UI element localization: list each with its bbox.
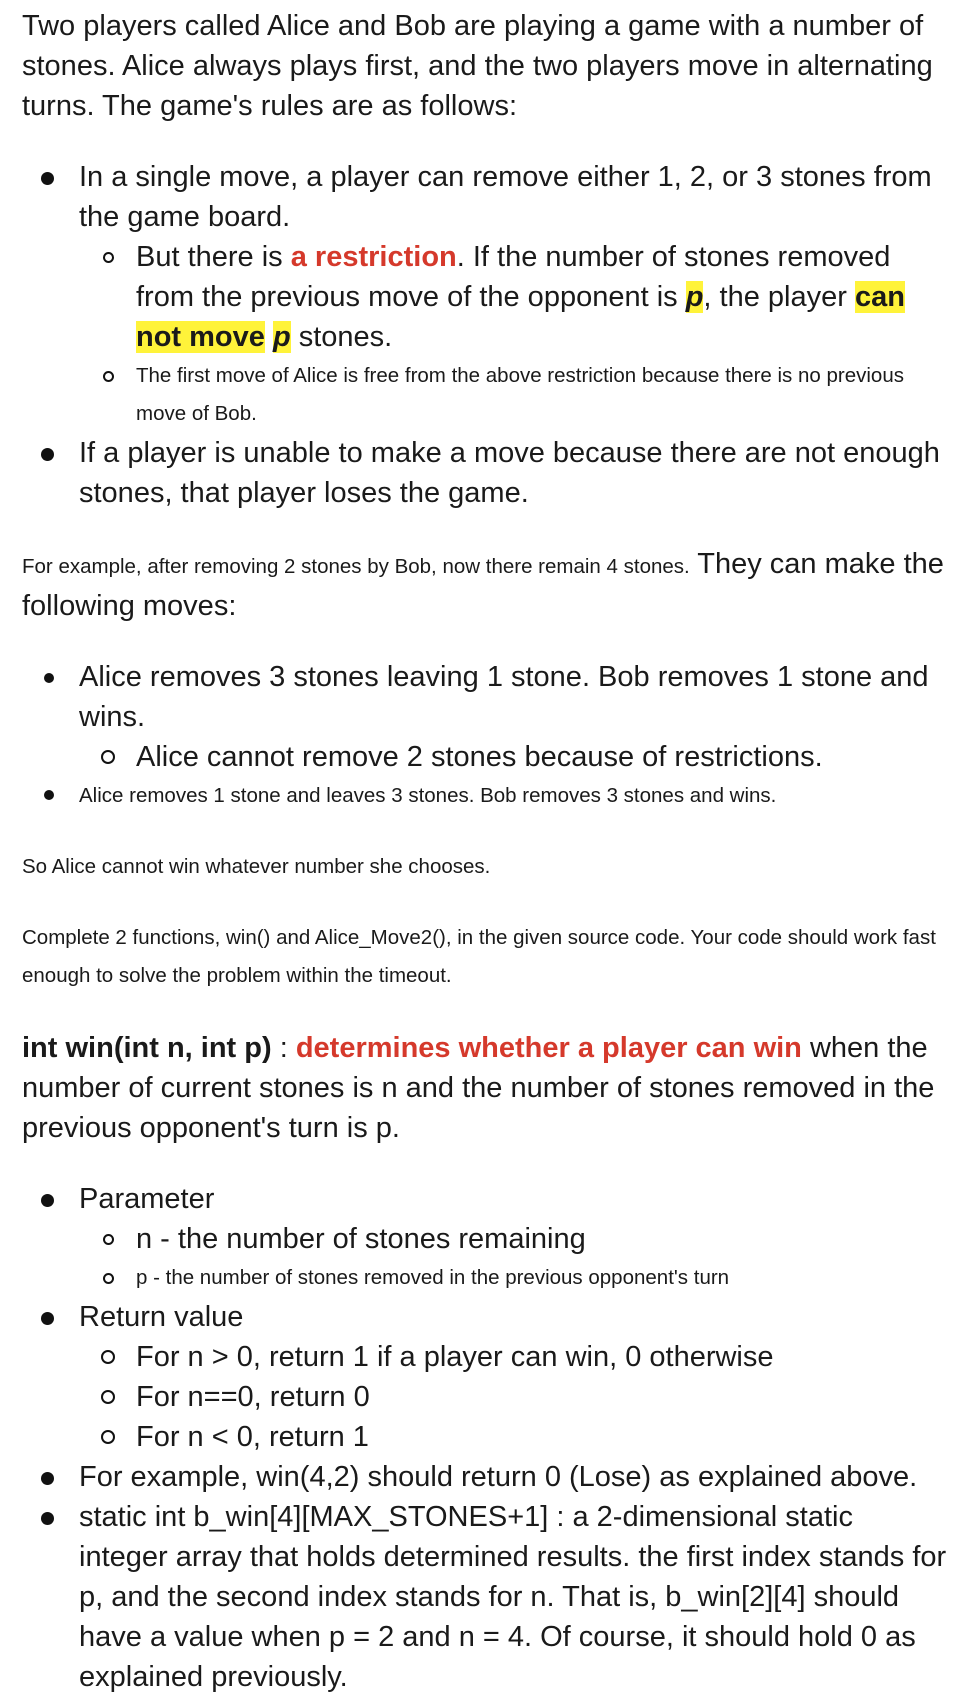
param-n: n - the number of stones remaining [22, 1219, 948, 1259]
return-3: For n < 0, return 1 [22, 1417, 948, 1457]
p-highlight: p [685, 281, 704, 313]
win-summary-highlight: determines whether a player can win [295, 1032, 802, 1064]
move-2: Alice removes 1 stone and leaves 3 stones. Bob removes 3 stones and wins. [22, 777, 948, 815]
example-intro: For example, after removing 2 stones by Bob, now there remain 4 stones. They can make the following moves: [22, 548, 944, 622]
param-p: p - the number of stones removed in the previous opponent's turn [22, 1259, 948, 1297]
win-example: For example, win(4,2) should return 0 (Lose) as explained above. [22, 1457, 948, 1497]
task-description: Complete 2 functions, win() and Alice_Move2(), in the given source code. Your code should work fast enough to solve the problem within the timeout. [22, 926, 936, 987]
return-2: For n==0, return 0 [22, 1377, 948, 1417]
win-signature: int win(int n, int p) [22, 1032, 272, 1064]
rule-1: In a single move, a player can remove either 1, 2, or 3 stones from the game board. [22, 157, 948, 237]
can-not-move-highlight: can not move [136, 281, 905, 353]
return-value-heading: Return value [22, 1297, 948, 1337]
rules-list [22, 157, 948, 513]
parameter-heading: Parameter [22, 1179, 948, 1219]
example-moves-list [22, 657, 948, 815]
move-1: Alice removes 3 stones leaving 1 stone. Bob removes 1 stone and wins. [22, 657, 948, 737]
win-details-list [22, 1179, 948, 1697]
p2-highlight: p [272, 321, 291, 353]
return-1: For n > 0, return 1 if a player can win, 0 otherwise [22, 1337, 948, 1377]
move-1a: Alice cannot remove 2 stones because of restrictions. [22, 737, 948, 777]
conclusion: So Alice cannot win whatever number she chooses. [22, 855, 491, 878]
restriction-highlight: a restriction [290, 241, 457, 273]
rule-1a: But there is a restriction. If the number of stones removed from the previous move of the opponent is p, the player can not move p stones. [22, 237, 948, 357]
rule-2: If a player is unable to make a move because there are not enough stones, that player loses the game. [22, 433, 948, 513]
intro-paragraph: Two players called Alice and Bob are playing a game with a number of stones. Alice always plays first, and the two players move in alternating turns. The game's rules are as follows: [22, 10, 933, 122]
rule-1b: The first move of Alice is free from the above restriction because there is no previous move of Bob. [22, 357, 948, 433]
win-function-description: int win(int n, int p) : determines whether a player can win when the number of current stones is n and the number of stones removed in the previous opponent's turn is p. [22, 1032, 935, 1144]
static-array-note: static int b_win[4][MAX_STONES+1] : a 2-dimensional static integer array that holds determined results. the first index stands for p, and the second index stands for n. That is, b_win[2][4] should have a value when p = 2 and n = 4. Of course, it should hold 0 as explained previously. [22, 1497, 948, 1697]
